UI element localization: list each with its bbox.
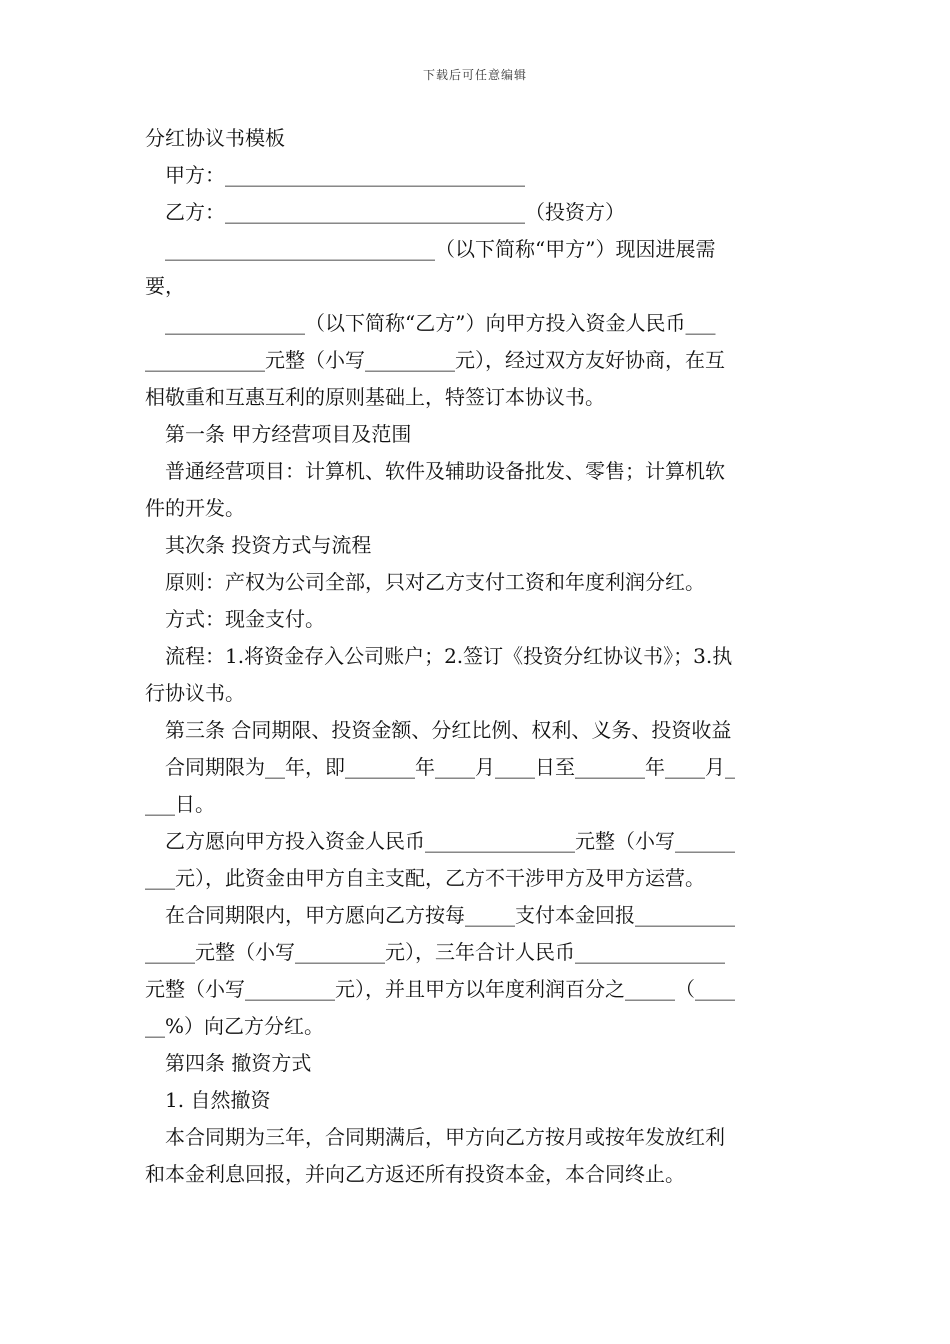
paragraph-line: 在合同期限内，甲方愿向乙方按每_____支付本金回报__________: [165, 903, 735, 927]
paragraph-line: 行协议书。: [145, 681, 245, 705]
paragraph-line: 相敬重和互惠互利的原则基础上，特签订本协议书。: [145, 385, 605, 409]
paragraph-line: 要，: [145, 274, 185, 298]
document-title: 分红协议书模板: [145, 126, 285, 150]
paragraph-line: 方式：现金支付。: [165, 607, 325, 631]
paragraph-line: 乙方愿向甲方投入资金人民币_______________元整（小写______: [165, 829, 735, 853]
paragraph-line: ___元），此资金由甲方自主支配，乙方不干涉甲方及甲方运营。: [145, 866, 705, 890]
paragraph-line: 和本金利息回报，并向乙方返还所有投资本金，本合同终止。: [145, 1162, 685, 1186]
paragraph-line: 本合同期为三年，合同期满后，甲方向乙方按月或按年发放红利: [165, 1125, 725, 1149]
paragraph-line: __%）向乙方分红。: [145, 1014, 325, 1038]
document-body: [145, 120, 809, 1193]
sub-heading: 1. 自然撤资: [165, 1088, 271, 1112]
article-heading: 第三条 合同期限、投资金额、分红比例、权利、义务、投资收益: [165, 718, 732, 742]
page-header-note: 下载后可任意编辑: [422, 68, 527, 82]
paragraph-line: ___日。: [145, 792, 215, 816]
article-heading: 其次条 投资方式与流程: [165, 533, 372, 557]
paragraph-line: 合同期限为__年，即_______年____月____日至_______年____月_: [165, 755, 735, 779]
article-heading: 第四条 撤资方式: [165, 1051, 312, 1075]
paragraph-line: 件的开发。: [145, 496, 245, 520]
paragraph-line: ___________________________（以下简称“甲方”）现因进展需: [165, 237, 716, 261]
party-a-line: 甲方：______________________________: [165, 163, 525, 187]
paragraph-line: ______________（以下简称“乙方”）向甲方投入资金人民币___: [165, 311, 716, 335]
paragraph-line: 普通经营项目：计算机、软件及辅助设备批发、零售；计算机软: [165, 459, 725, 483]
paragraph-line: 流程：1.将资金存入公司账户；2.签订《投资分红协议书》；3.执: [165, 644, 733, 668]
paragraph-line: 原则：产权为公司全部，只对乙方支付工资和年度利润分红。: [165, 570, 705, 594]
paragraph-line: 元整（小写_________元），并且甲方以年度利润百分之_____（____: [145, 977, 735, 1001]
party-b-line: 乙方：______________________________（投资方）: [165, 200, 625, 224]
paragraph-line: _____元整（小写_________元），三年合计人民币_______________: [145, 940, 725, 964]
paragraph-line: ____________元整（小写_________元），经过双方友好协商，在互: [145, 348, 725, 372]
article-heading: 第一条 甲方经营项目及范围: [165, 422, 412, 446]
